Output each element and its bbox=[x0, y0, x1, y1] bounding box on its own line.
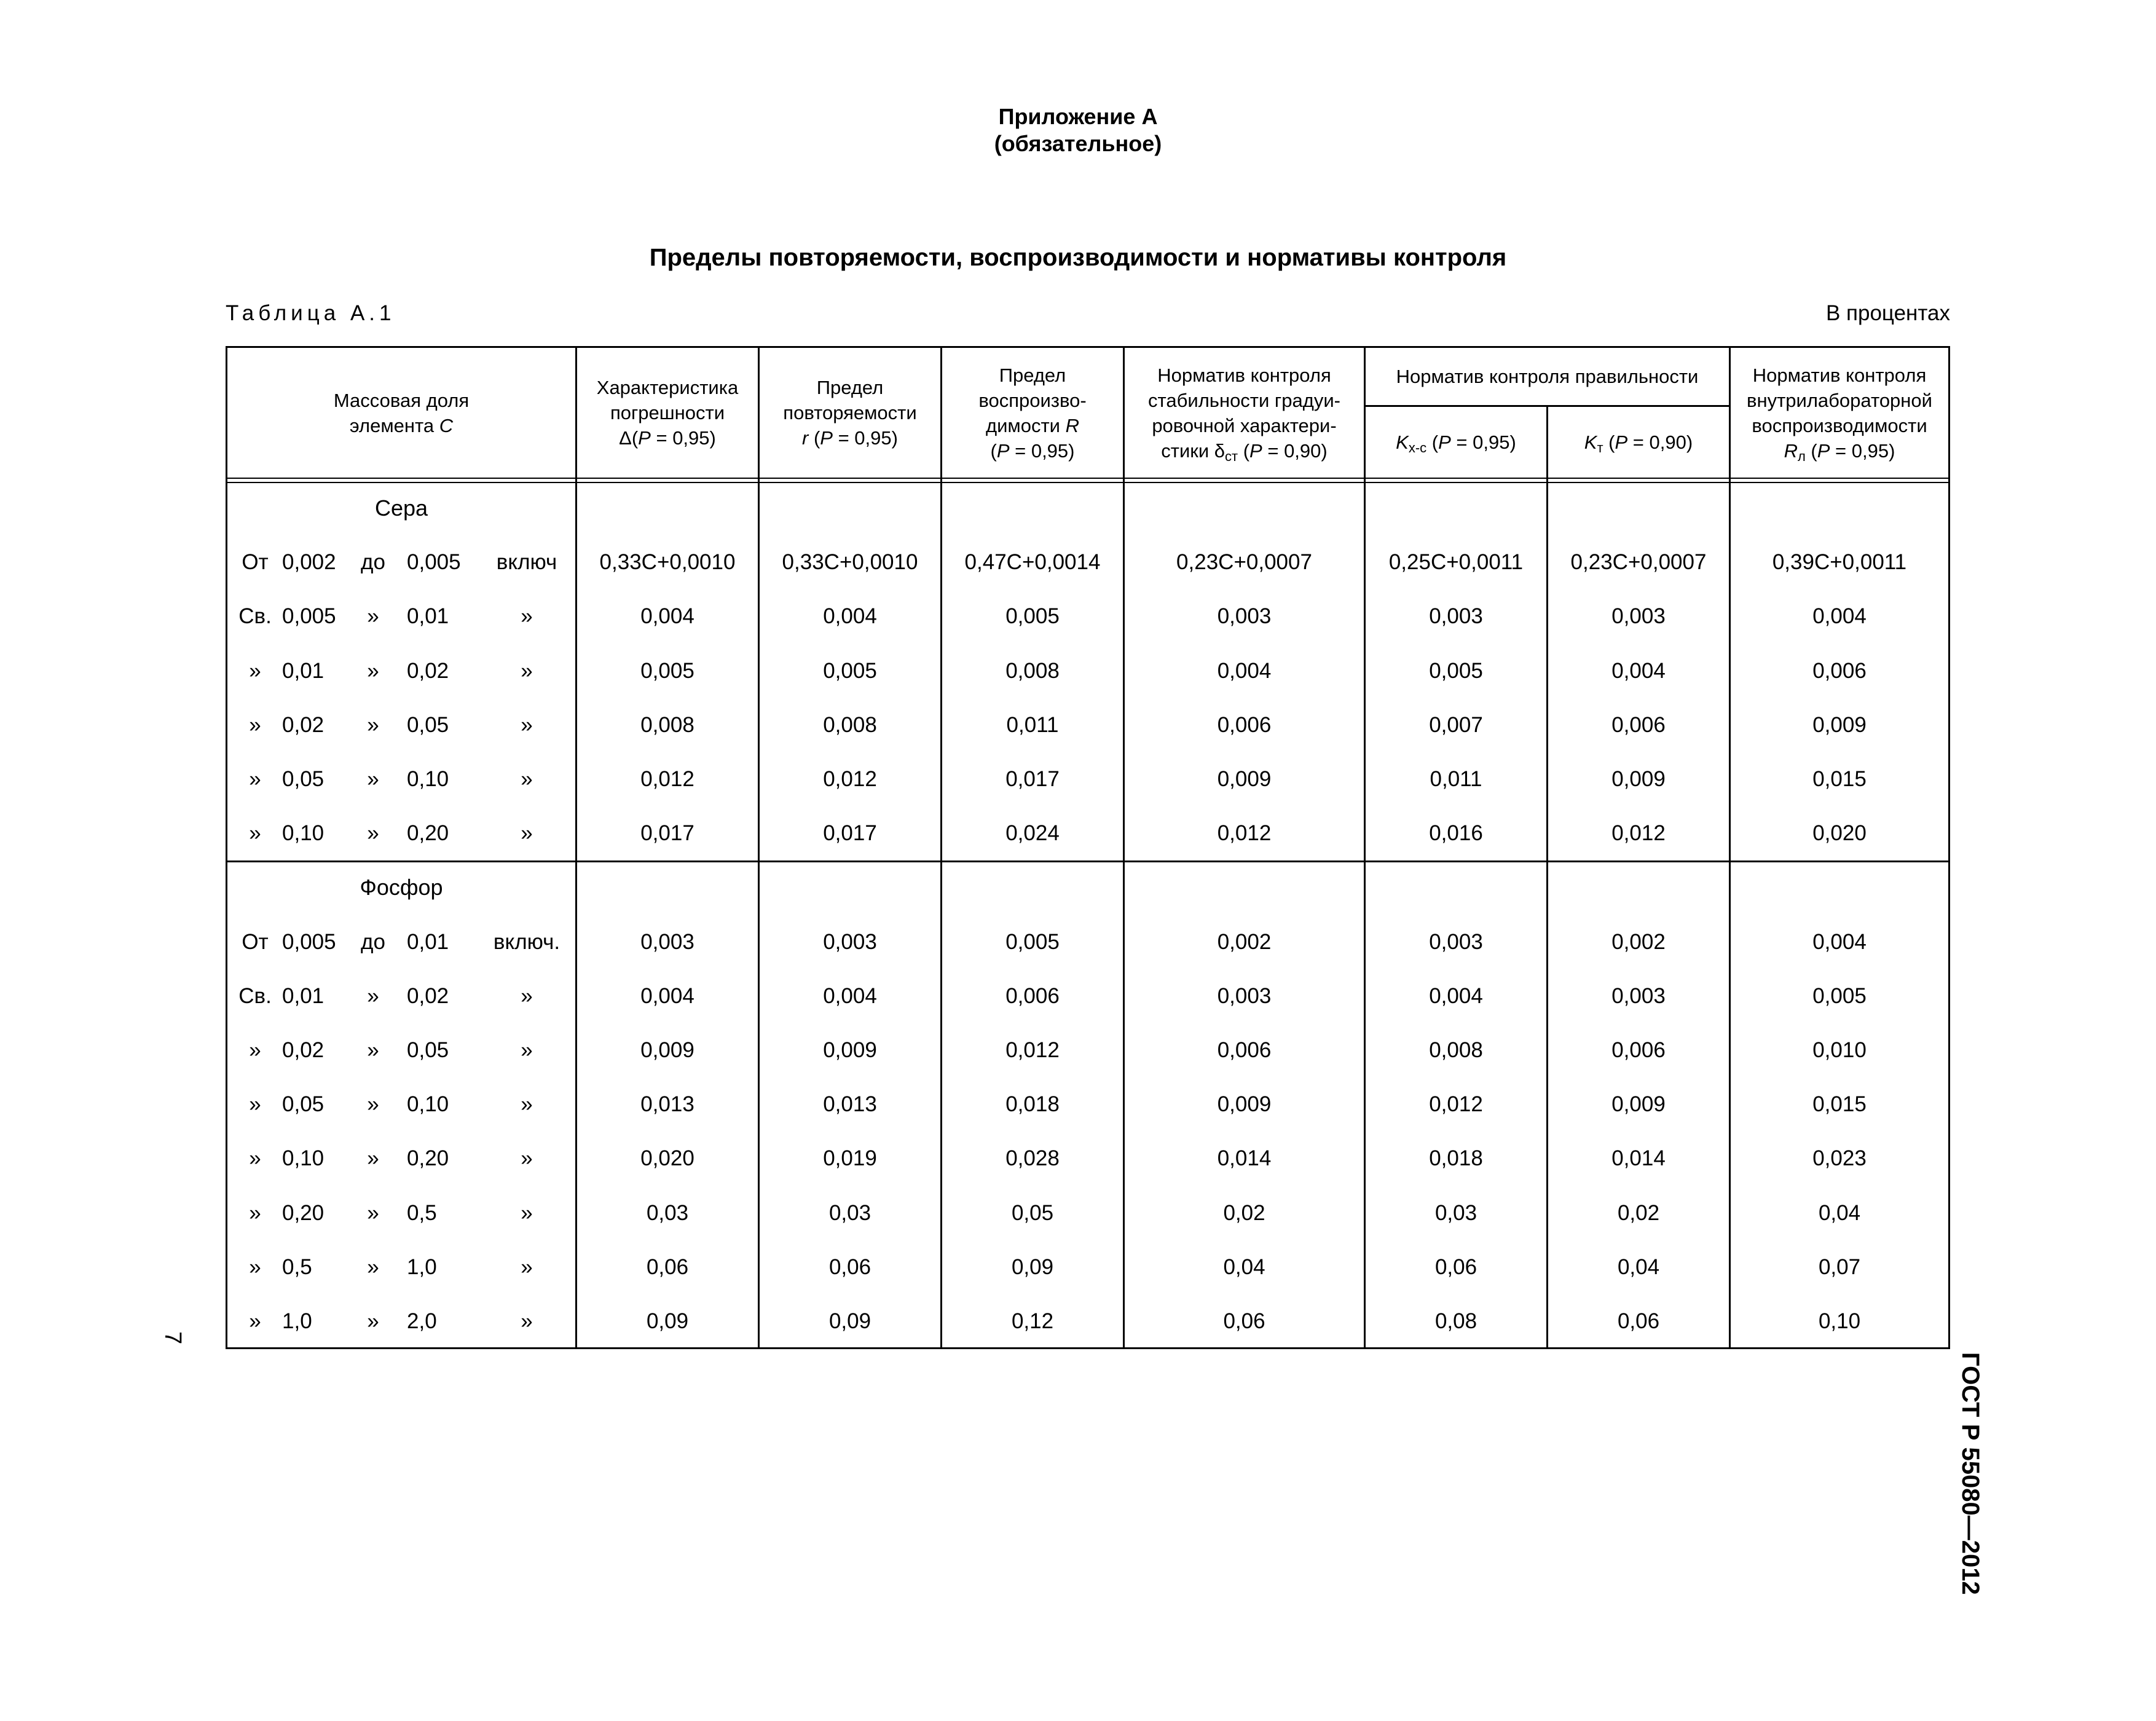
range-suffix: » bbox=[521, 1254, 533, 1279]
range-from: 0,10 bbox=[282, 821, 325, 846]
range-to: 0,005 bbox=[407, 550, 461, 575]
table-cell: 0,005 bbox=[1429, 658, 1483, 683]
table-cell: 0,08 bbox=[1434, 1309, 1477, 1333]
range-suffix: » bbox=[521, 604, 533, 629]
table-cell: 0,003 bbox=[1429, 604, 1483, 629]
table-cell: 0,39С+0,0011 bbox=[1772, 550, 1907, 575]
range-conj: » bbox=[367, 1092, 379, 1117]
range-to: 2,0 bbox=[407, 1309, 437, 1333]
range-conj: » bbox=[367, 1200, 379, 1225]
range-to: 0,20 bbox=[407, 1146, 449, 1171]
table-cell: 0,003 bbox=[1217, 604, 1272, 629]
table-cell: 0,04 bbox=[1818, 1200, 1861, 1225]
table-cell: 0,012 bbox=[640, 767, 694, 791]
table-cell: 0,013 bbox=[823, 1092, 877, 1117]
range-conj: » bbox=[367, 767, 379, 791]
table-cell: 0,009 bbox=[1611, 1092, 1666, 1117]
table-cell: 0,06 bbox=[1617, 1309, 1660, 1333]
table-cell: 0,33С+0,0010 bbox=[782, 550, 918, 575]
range-to: 0,20 bbox=[407, 821, 449, 846]
table-cell: 0,009 bbox=[1217, 767, 1272, 791]
units-label: В процентах bbox=[1825, 301, 1950, 325]
table-cell: 0,005 bbox=[823, 658, 877, 683]
range-to: 0,01 bbox=[407, 929, 449, 954]
header-stability-norm: Норматив контроля стабильности градуи- ровочной характери- стики $\delta_{ст}$ (P = 0,90) bbox=[1148, 364, 1340, 464]
range-prefix: От bbox=[242, 550, 269, 575]
header-error-characteristic: Характеристика погрешности Δ(P = 0,95) bbox=[596, 377, 739, 449]
range-conj: до bbox=[361, 550, 385, 575]
section-name: Фосфор bbox=[360, 875, 443, 900]
table-cell: 0,003 bbox=[640, 929, 694, 954]
range-to: 0,10 bbox=[407, 1092, 449, 1117]
range-conj: » bbox=[367, 983, 379, 1008]
range-suffix: » bbox=[521, 1309, 533, 1333]
range-conj: » bbox=[367, 1254, 379, 1279]
range-from: 0,20 bbox=[282, 1200, 325, 1225]
table-cell: 0,003 bbox=[823, 929, 877, 954]
range-prefix: Св. bbox=[238, 604, 272, 629]
table-cell: 0,006 bbox=[1217, 712, 1272, 737]
range-from: 0,01 bbox=[282, 983, 325, 1008]
range-suffix: » bbox=[521, 983, 533, 1008]
range-prefix: » bbox=[249, 1038, 261, 1062]
header-mass-fraction: Массовая доля элемента C bbox=[333, 389, 470, 436]
header-k-t: $K_т$ (P = 0,90) bbox=[1584, 431, 1693, 455]
table-cell: 0,002 bbox=[1217, 929, 1272, 954]
table-cell: 0,004 bbox=[1611, 658, 1666, 683]
range-from: 0,5 bbox=[282, 1254, 312, 1279]
range-to: 0,02 bbox=[407, 658, 449, 683]
table-cell: 0,018 bbox=[1005, 1092, 1060, 1117]
table-cell: 0,04 bbox=[1223, 1254, 1265, 1279]
table-cell: 0,06 bbox=[646, 1254, 689, 1279]
range-conj: » bbox=[367, 1309, 379, 1333]
range-suffix: » bbox=[521, 712, 533, 737]
table-cell: 0,10 bbox=[1818, 1309, 1861, 1333]
table-border bbox=[226, 1347, 1950, 1349]
data-table bbox=[226, 346, 1950, 1349]
range-conj: » bbox=[367, 1146, 379, 1171]
table-cell: 0,009 bbox=[640, 1038, 694, 1062]
table-cell: 0,05 bbox=[1011, 1200, 1054, 1225]
table-cell: 0,004 bbox=[640, 983, 694, 1008]
range-suffix: включ. bbox=[493, 929, 561, 954]
table-cell: 0,004 bbox=[823, 604, 877, 629]
table-cell: 0,47С+0,0014 bbox=[964, 550, 1101, 575]
table-cell: 0,004 bbox=[1429, 983, 1483, 1008]
table-cell: 0,09 bbox=[1011, 1254, 1054, 1279]
table-cell: 0,028 bbox=[1005, 1146, 1060, 1171]
range-prefix: » bbox=[249, 1200, 261, 1225]
section-name: Сера bbox=[374, 495, 428, 521]
range-prefix: » bbox=[249, 1146, 261, 1171]
table-cell: 0,33С+0,0010 bbox=[599, 550, 736, 575]
table-cell: 0,017 bbox=[640, 821, 694, 846]
range-to: 0,05 bbox=[407, 712, 449, 737]
table-cell: 0,004 bbox=[640, 604, 694, 629]
table-cell: 0,012 bbox=[1005, 1038, 1060, 1062]
range-conj: » bbox=[367, 821, 379, 846]
range-from: 0,05 bbox=[282, 1092, 325, 1117]
range-from: 0,05 bbox=[282, 767, 325, 791]
annex-title: Приложение А bbox=[998, 104, 1158, 129]
range-suffix: » bbox=[521, 658, 533, 683]
table-border bbox=[1948, 346, 1950, 1349]
range-prefix: От bbox=[242, 929, 269, 954]
range-from: 0,005 bbox=[282, 929, 336, 954]
range-prefix: » bbox=[249, 821, 261, 846]
table-cell: 0,07 bbox=[1818, 1254, 1861, 1279]
table-cell: 0,017 bbox=[1005, 767, 1060, 791]
table-cell: 0,015 bbox=[1812, 767, 1867, 791]
range-conj: до bbox=[361, 929, 385, 954]
table-cell: 0,003 bbox=[1429, 929, 1483, 954]
range-prefix: » bbox=[249, 1254, 261, 1279]
range-from: 0,02 bbox=[282, 1038, 325, 1062]
table-cell: 0,013 bbox=[640, 1092, 694, 1117]
table-cell: 0,006 bbox=[1217, 1038, 1272, 1062]
table-cell: 0,024 bbox=[1005, 821, 1060, 846]
range-from: 0,01 bbox=[282, 658, 325, 683]
range-to: 0,01 bbox=[407, 604, 449, 629]
table-cell: 0,004 bbox=[1217, 658, 1272, 683]
range-suffix: » bbox=[521, 1092, 533, 1117]
table-cell: 0,12 bbox=[1011, 1309, 1054, 1333]
range-suffix: » bbox=[521, 1146, 533, 1171]
table-cell: 0,006 bbox=[1611, 1038, 1666, 1062]
table-cell: 0,005 bbox=[1005, 929, 1060, 954]
page-number: 7 bbox=[160, 1331, 186, 1345]
table-cell: 0,005 bbox=[1812, 983, 1867, 1008]
range-prefix: » bbox=[249, 712, 261, 737]
table-cell: 0,019 bbox=[823, 1146, 877, 1171]
table-cell: 0,020 bbox=[1812, 821, 1867, 846]
range-suffix: » bbox=[521, 767, 533, 791]
range-prefix: » bbox=[249, 767, 261, 791]
range-conj: » bbox=[367, 658, 379, 683]
table-cell: 0,003 bbox=[1611, 604, 1666, 629]
table-cell: 0,011 bbox=[1430, 767, 1482, 791]
header-accuracy-group: Норматив контроля правильности bbox=[1396, 366, 1699, 387]
range-from: 1,0 bbox=[282, 1309, 312, 1333]
table-cell: 0,014 bbox=[1217, 1146, 1272, 1171]
range-to: 0,05 bbox=[407, 1038, 449, 1062]
table-cell: 0,09 bbox=[646, 1309, 689, 1333]
table-cell: 0,005 bbox=[640, 658, 694, 683]
table-cell: 0,002 bbox=[1611, 929, 1666, 954]
table-cell: 0,004 bbox=[1812, 604, 1867, 629]
table-cell: 0,03 bbox=[1434, 1200, 1477, 1225]
table-cell: 0,020 bbox=[640, 1146, 694, 1171]
range-from: 0,005 bbox=[282, 604, 336, 629]
table-cell: 0,017 bbox=[823, 821, 877, 846]
table-cell: 0,23С+0,0007 bbox=[1570, 550, 1707, 575]
section-divider bbox=[226, 860, 1950, 862]
table-cell: 0,005 bbox=[1005, 604, 1060, 629]
range-suffix: » bbox=[521, 821, 533, 846]
table-cell: 0,006 bbox=[1611, 712, 1666, 737]
range-to: 0,02 bbox=[407, 983, 449, 1008]
table-cell: 0,014 bbox=[1611, 1146, 1666, 1171]
range-prefix: » bbox=[249, 1092, 261, 1117]
header-reproducibility-limit: Предел воспроизво- димости R (P = 0,95) bbox=[978, 364, 1087, 462]
header-intralab-norm: Норматив контроля внутрилабораторной воспроизводимости $R_л$ (P = 0,95) bbox=[1747, 364, 1932, 464]
table-cell: 0,009 bbox=[1217, 1092, 1272, 1117]
table-cell: 0,008 bbox=[1429, 1038, 1483, 1062]
table-cell: 0,009 bbox=[1812, 712, 1867, 737]
table-cell: 0,008 bbox=[640, 712, 694, 737]
table-cell: 0,009 bbox=[823, 1038, 877, 1062]
table-cell: 0,06 bbox=[1223, 1309, 1265, 1333]
range-suffix: » bbox=[521, 1200, 533, 1225]
table-cell: 0,23С+0,0007 bbox=[1176, 550, 1312, 575]
table-label: Таблица А.1 bbox=[226, 301, 396, 325]
table-cell: 0,008 bbox=[1005, 658, 1060, 683]
page-title: Пределы повторяемости, воспроизводимости и нормативы контроля bbox=[649, 244, 1507, 271]
table-cell: 0,012 bbox=[1217, 821, 1272, 846]
table-cell: 0,023 bbox=[1812, 1146, 1867, 1171]
table-cell: 0,016 bbox=[1429, 821, 1483, 846]
table-cell: 0,006 bbox=[1812, 658, 1867, 683]
range-to: 0,5 bbox=[407, 1200, 437, 1225]
table-cell: 0,25С+0,0011 bbox=[1388, 550, 1524, 575]
range-to: 1,0 bbox=[407, 1254, 437, 1279]
range-conj: » bbox=[367, 712, 379, 737]
range-suffix: включ bbox=[496, 550, 557, 575]
range-to: 0,10 bbox=[407, 767, 449, 791]
table-cell: 0,012 bbox=[1611, 821, 1666, 846]
range-prefix: » bbox=[249, 658, 261, 683]
header-repeatability-limit: Предел повторяемости r (P = 0,95) bbox=[783, 377, 917, 449]
table-cell: 0,03 bbox=[828, 1200, 871, 1225]
annex-subtitle: (обязательное) bbox=[994, 131, 1162, 156]
table-cell: 0,02 bbox=[1617, 1200, 1660, 1225]
table-cell: 0,06 bbox=[828, 1254, 871, 1279]
table-cell: 0,09 bbox=[828, 1309, 871, 1333]
table-cell: 0,009 bbox=[1611, 767, 1666, 791]
table-cell: 0,02 bbox=[1223, 1200, 1265, 1225]
range-suffix: » bbox=[521, 1038, 533, 1062]
range-from: 0,02 bbox=[282, 712, 325, 737]
table-cell: 0,015 bbox=[1812, 1092, 1867, 1117]
table-cell: 0,003 bbox=[1611, 983, 1666, 1008]
header-k-xc: $K_{х-с}$ (P = 0,95) bbox=[1396, 431, 1516, 455]
range-prefix: » bbox=[249, 1309, 261, 1333]
header-divider bbox=[226, 482, 1950, 483]
table-cell: 0,06 bbox=[1434, 1254, 1477, 1279]
range-conj: » bbox=[367, 1038, 379, 1062]
table-cell: 0,003 bbox=[1217, 983, 1272, 1008]
table-cell: 0,04 bbox=[1617, 1254, 1660, 1279]
standard-designation: ГОСТ Р 55080—2012 bbox=[1957, 1352, 1984, 1595]
table-cell: 0,008 bbox=[823, 712, 877, 737]
table-cell: 0,007 bbox=[1429, 712, 1483, 737]
range-from: 0,002 bbox=[282, 550, 336, 575]
table-cell: 0,004 bbox=[823, 983, 877, 1008]
header-divider bbox=[226, 478, 1950, 479]
table-cell: 0,010 bbox=[1812, 1038, 1867, 1062]
table-cell: 0,011 bbox=[1006, 712, 1059, 737]
range-prefix: Св. bbox=[238, 983, 272, 1008]
table-cell: 0,03 bbox=[646, 1200, 689, 1225]
table-cell: 0,004 bbox=[1812, 929, 1867, 954]
table-cell: 0,012 bbox=[1429, 1092, 1483, 1117]
range-from: 0,10 bbox=[282, 1146, 325, 1171]
table-cell: 0,012 bbox=[823, 767, 877, 791]
table-cell: 0,018 bbox=[1429, 1146, 1483, 1171]
range-conj: » bbox=[367, 604, 379, 629]
table-cell: 0,006 bbox=[1005, 983, 1060, 1008]
